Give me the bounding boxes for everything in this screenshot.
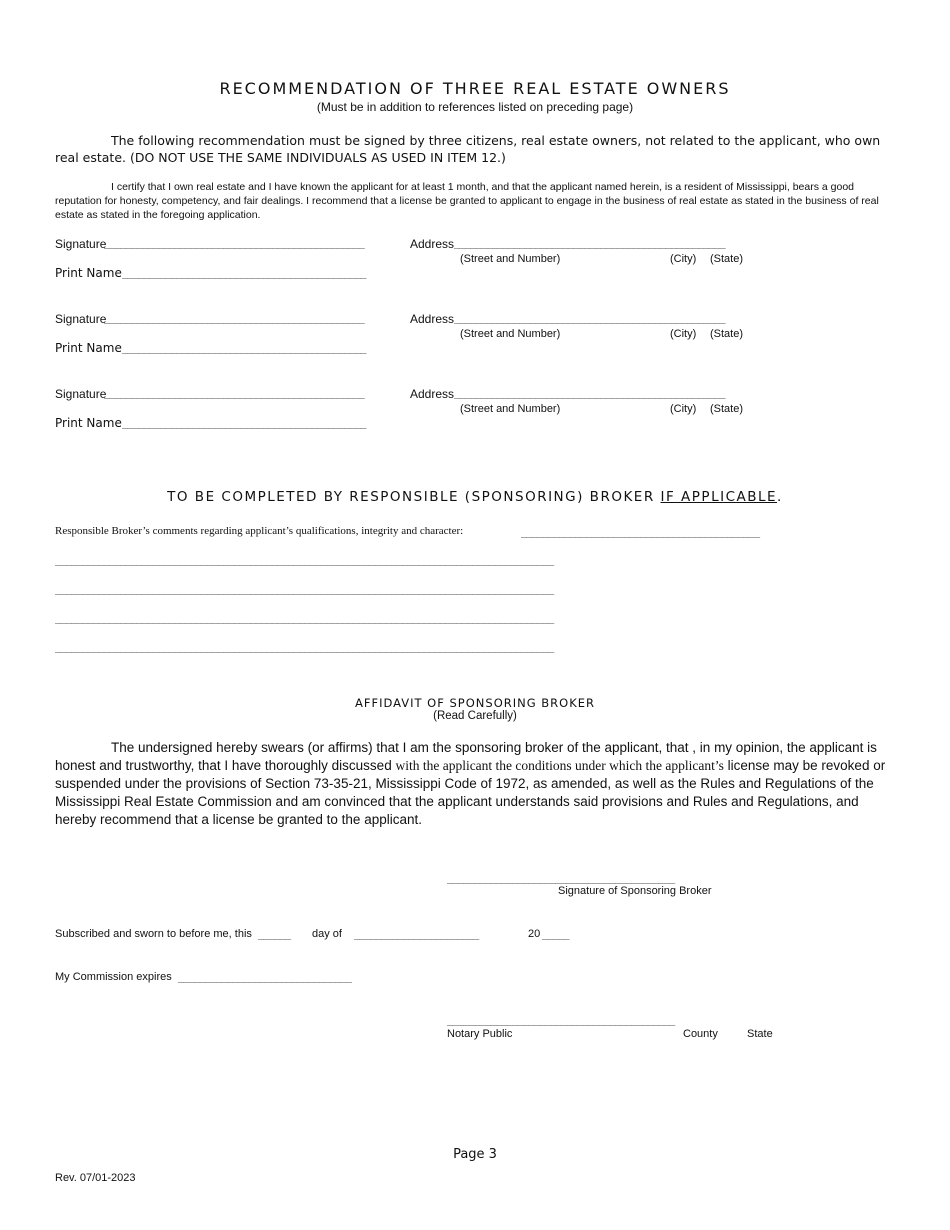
sworn-day-field[interactable]: ______: [258, 929, 291, 940]
affidavit-text-b: with the applicant the conditions under which the applicant’s: [395, 758, 724, 773]
address-field[interactable]: __________________________________________________: [454, 388, 726, 399]
affidavit-subheading: (Read Carefully): [433, 710, 517, 722]
signature-label: Signature: [55, 312, 107, 326]
signature-field[interactable]: ________________________________________________: [104, 388, 365, 399]
intro-paragraph: The following recommendation must be signed by three citizens, real estate owners, not related to the applicant, who own real estate. (DO NOT USE THE SAME INDIVIDUALS AS USED IN ITEM 12.): [55, 133, 881, 165]
sworn-year-label: 20: [528, 928, 541, 940]
notary-public-label: Notary Public: [447, 1028, 513, 1040]
revision-label: Rev. 07/01-2023: [55, 1172, 136, 1184]
street-label: (Street and Number): [460, 253, 561, 265]
notary-signature-field[interactable]: __________________________________________: [447, 1015, 675, 1026]
state-label: State: [747, 1028, 773, 1040]
broker-comments-label: Responsible Broker’s comments regarding applicant’s qualifications, integrity and character:: [55, 525, 464, 537]
address-field[interactable]: __________________________________________________: [454, 238, 726, 249]
broker-heading-end: .: [777, 489, 783, 505]
broker-heading-text: TO BE COMPLETED BY RESPONSIBLE (SPONSORING) BROKER: [167, 489, 655, 505]
broker-signature-label: Signature of Sponsoring Broker: [558, 885, 712, 897]
affidavit-text-a: The undersigned hereby swears (or affirms) that I am the sponsoring broker of the applicant, that , in my opinion, the applicant is honest and trustworthy, that I have thoroughly discussed: [55, 740, 877, 773]
address-label: Address: [410, 387, 455, 401]
sworn-month-field[interactable]: _______________________: [354, 929, 479, 940]
state-label: (State): [710, 403, 744, 415]
address-label: Address: [410, 312, 455, 326]
print-name-field[interactable]: _____________________________________________: [122, 343, 366, 354]
broker-signature-field[interactable]: __________________________________________: [447, 873, 675, 884]
affidavit-text-c: license may be revoked or suspended under the provisions of Section 73-35-21, Mississippi Code of 1972, as amended, as well as the Rules and Regulations of the Mississippi Real Estate Commission and am convinced that the applicant understands said provisions and Rules and Regulations, and hereby recommend that a license be granted to the applicant.: [55, 758, 886, 827]
signature-label: Signature: [55, 387, 107, 401]
signature-field[interactable]: ________________________________________________: [104, 238, 365, 249]
broker-comments-line-5[interactable]: ____________________________________________________________________________________________: [55, 642, 554, 653]
city-label: (City): [670, 253, 697, 265]
broker-comments-line-3[interactable]: ____________________________________________________________________________________________: [55, 584, 554, 595]
sworn-year-field[interactable]: _____: [542, 929, 570, 940]
broker-heading-underlined: IF APPLICABLE: [660, 489, 778, 505]
signature-label: Signature: [55, 237, 107, 251]
print-name-field[interactable]: _____________________________________________: [122, 268, 366, 279]
page-title: RECOMMENDATION OF THREE REAL ESTATE OWNERS: [219, 79, 731, 98]
commission-label: My Commission expires: [55, 971, 172, 983]
print-name-label: Print Name: [55, 416, 122, 430]
print-name-label: Print Name: [55, 266, 122, 280]
broker-section-heading: [0, 489, 950, 505]
sworn-prefix: Subscribed and sworn to before me, this: [55, 928, 252, 940]
page-subtitle: (Must be in addition to references listed on preceding page): [316, 100, 634, 114]
sworn-day-label: day of: [312, 928, 342, 940]
street-label: (Street and Number): [460, 328, 561, 340]
broker-comments-line-4[interactable]: ____________________________________________________________________________________________: [55, 613, 554, 624]
page-number: Page 3: [453, 1147, 497, 1162]
affidavit-heading: AFFIDAVIT OF SPONSORING BROKER: [354, 696, 596, 710]
broker-comments-line-2[interactable]: ____________________________________________________________________________________________: [55, 555, 554, 566]
affidavit-text: [55, 739, 890, 829]
broker-comments-field[interactable]: ____________________________________________: [521, 527, 760, 538]
commission-field[interactable]: ________________________________: [178, 972, 352, 983]
print-name-field[interactable]: _____________________________________________: [122, 418, 366, 429]
county-label: County: [683, 1028, 718, 1040]
signature-field[interactable]: ________________________________________________: [104, 313, 365, 324]
city-label: (City): [670, 403, 697, 415]
city-label: (City): [670, 328, 697, 340]
street-label: (Street and Number): [460, 403, 561, 415]
certification-paragraph: I certify that I own real estate and I have known the applicant for at least 1 month, and that the applicant named herein, is a resident of Mississippi, bears a good reputation for honesty, competency, and fair dealings. I recommend that a license be granted to applicant to engage in the business of real estate as stated in the business of real estate as stated in the foregoing application.: [55, 181, 879, 221]
state-label: (State): [710, 253, 744, 265]
address-field[interactable]: __________________________________________________: [454, 313, 726, 324]
address-label: Address: [410, 237, 455, 251]
print-name-label: Print Name: [55, 341, 122, 355]
state-label: (State): [710, 328, 744, 340]
